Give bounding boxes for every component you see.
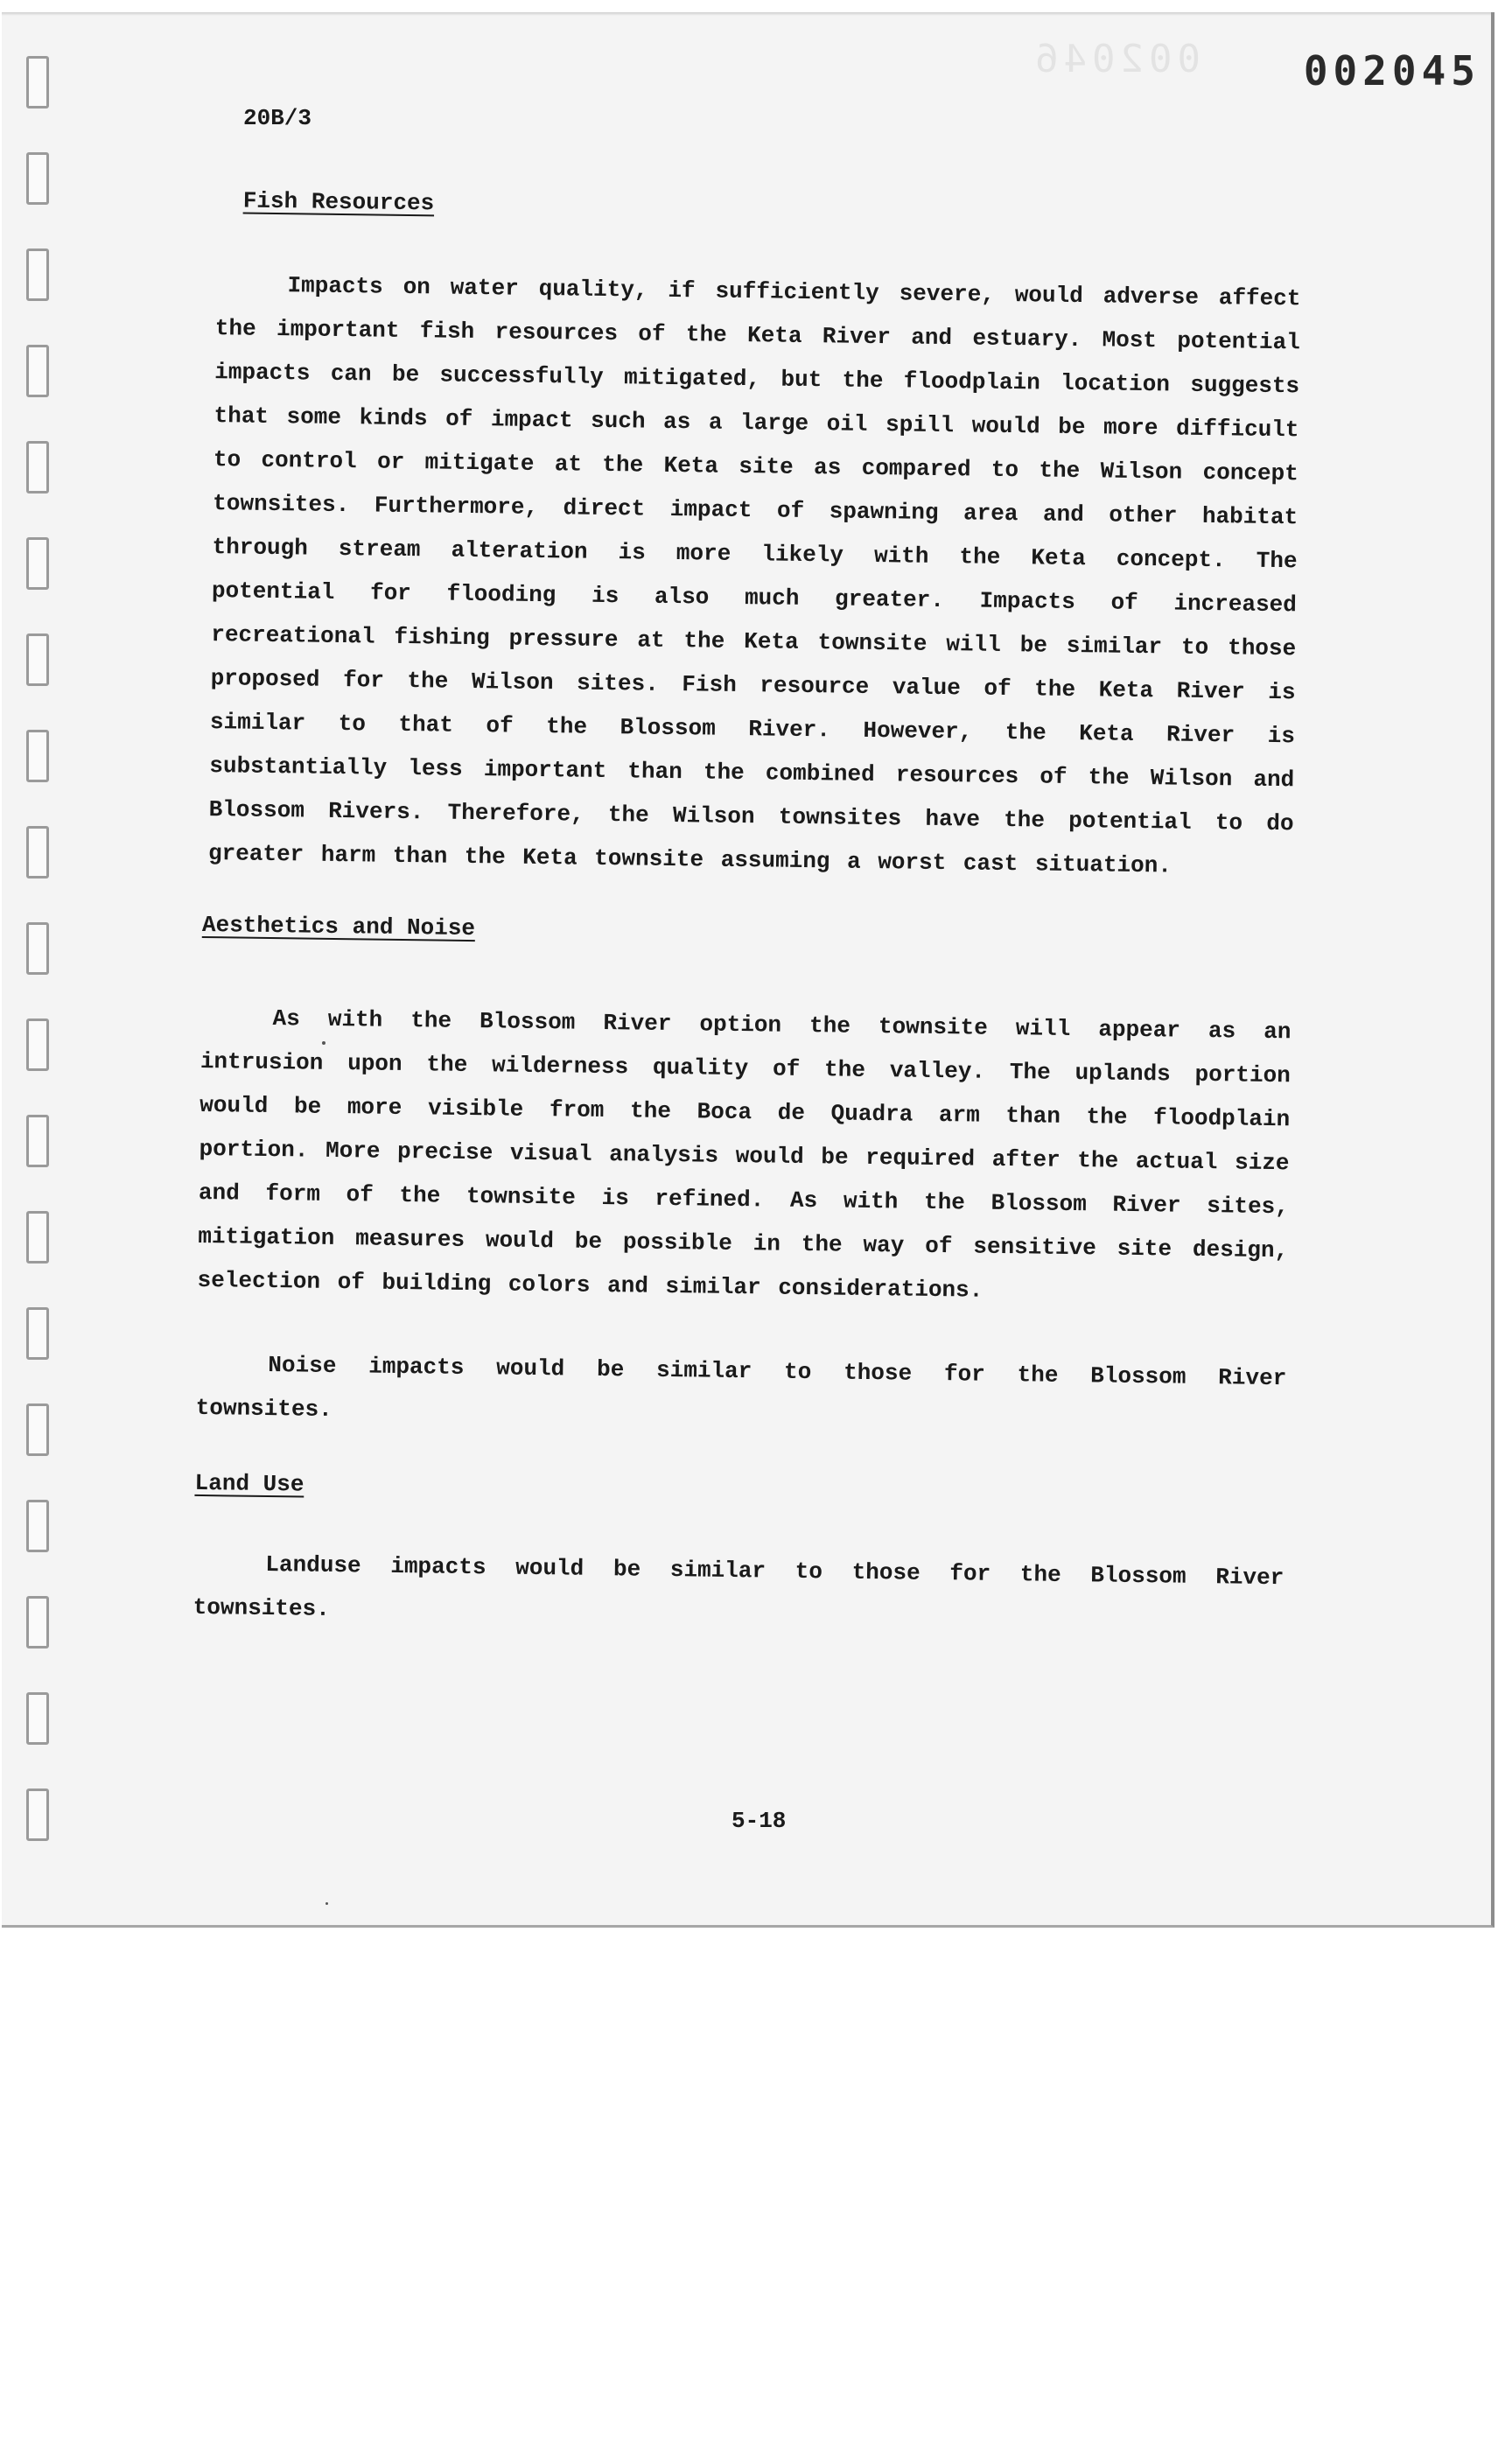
binding-hole (26, 345, 49, 397)
binding-hole (26, 826, 49, 878)
section-heading-land-use: Land Use (194, 1469, 304, 1498)
binding-hole (26, 922, 49, 975)
binding-hole (26, 1211, 49, 1264)
document-stamp-number: 002045 (1303, 47, 1480, 94)
binding-hole (26, 730, 49, 782)
document-body (189, 187, 1301, 1643)
paragraph-aesthetics: As with the Blossom River option the townsite will appear as an intrusion upon the wilderness quality of the valley. The uplands portion would be more visible from the Boca de Quadra arm than the floodplain portion. More precise visual analysis would be required after the actual size and form of the townsite is refined. As with the Blossom River sites, mitigation measures would be possible in the way of sensitive site design, selection of building colors and similar considerations. (197, 1005, 1292, 1304)
page-number: 5-18 (732, 1808, 787, 1834)
bleed-through-stamp: 002046 (1030, 37, 1200, 81)
document-code: 20B/3 (243, 105, 312, 131)
binding-hole (26, 1018, 49, 1071)
binding-hole (26, 248, 49, 301)
binding-hole (26, 1500, 49, 1552)
binding-hole (26, 634, 49, 686)
section-heading-fish-resources: Fish Resources (242, 187, 435, 217)
binding-hole (26, 1596, 49, 1648)
binding-hole (26, 152, 49, 205)
section-heading-aesthetics-noise: Aesthetics and Noise (201, 911, 476, 942)
binding-hole (26, 441, 49, 494)
binding-hole (26, 1307, 49, 1360)
paragraph-noise: Noise impacts would be similar to those for the Blossom River townsites. (195, 1352, 1287, 1423)
binding-hole (26, 537, 49, 590)
paragraph-land-use: Landuse impacts would be similar to those for the Blossom River townsites. (192, 1550, 1284, 1622)
binding-hole (26, 1692, 49, 1745)
scanned-page (2, 12, 1494, 1928)
paragraph-fish-resources: Impacts on water quality, if sufficiently severe, would adverse affect the important fish resources of the Keta River and estuary. Most potential impacts can be successfully mitigated, but the floodplain location suggests that some kinds of impact such as a large oil spill would be more difficult to control or mitigate at the Keta site as compared to the Wilson concept townsites. Furthermore, direct impact of spawning area and other habitat through stream alteration is more likely with the Keta concept. The potential for flooding is also much greater. Impacts of increased recreational fishing pressure at the Keta townsite will be similar to those proposed for the Wilson sites. Fish resource value of the Keta River is similar to that of the Blossom River. However, the Keta River is substantially less important than the combined resources of the Wilson and Blossom Rivers. Therefore, the Wilson townsites have the potential to do greater harm than the Keta townsite assuming a worst cast situation. (207, 272, 1301, 879)
binding-hole (26, 1404, 49, 1456)
binding-hole (26, 1788, 49, 1841)
binding-hole (26, 56, 49, 108)
binding-hole (26, 1115, 49, 1167)
scan-speck (326, 1902, 328, 1905)
binding-holes (26, 56, 58, 1885)
